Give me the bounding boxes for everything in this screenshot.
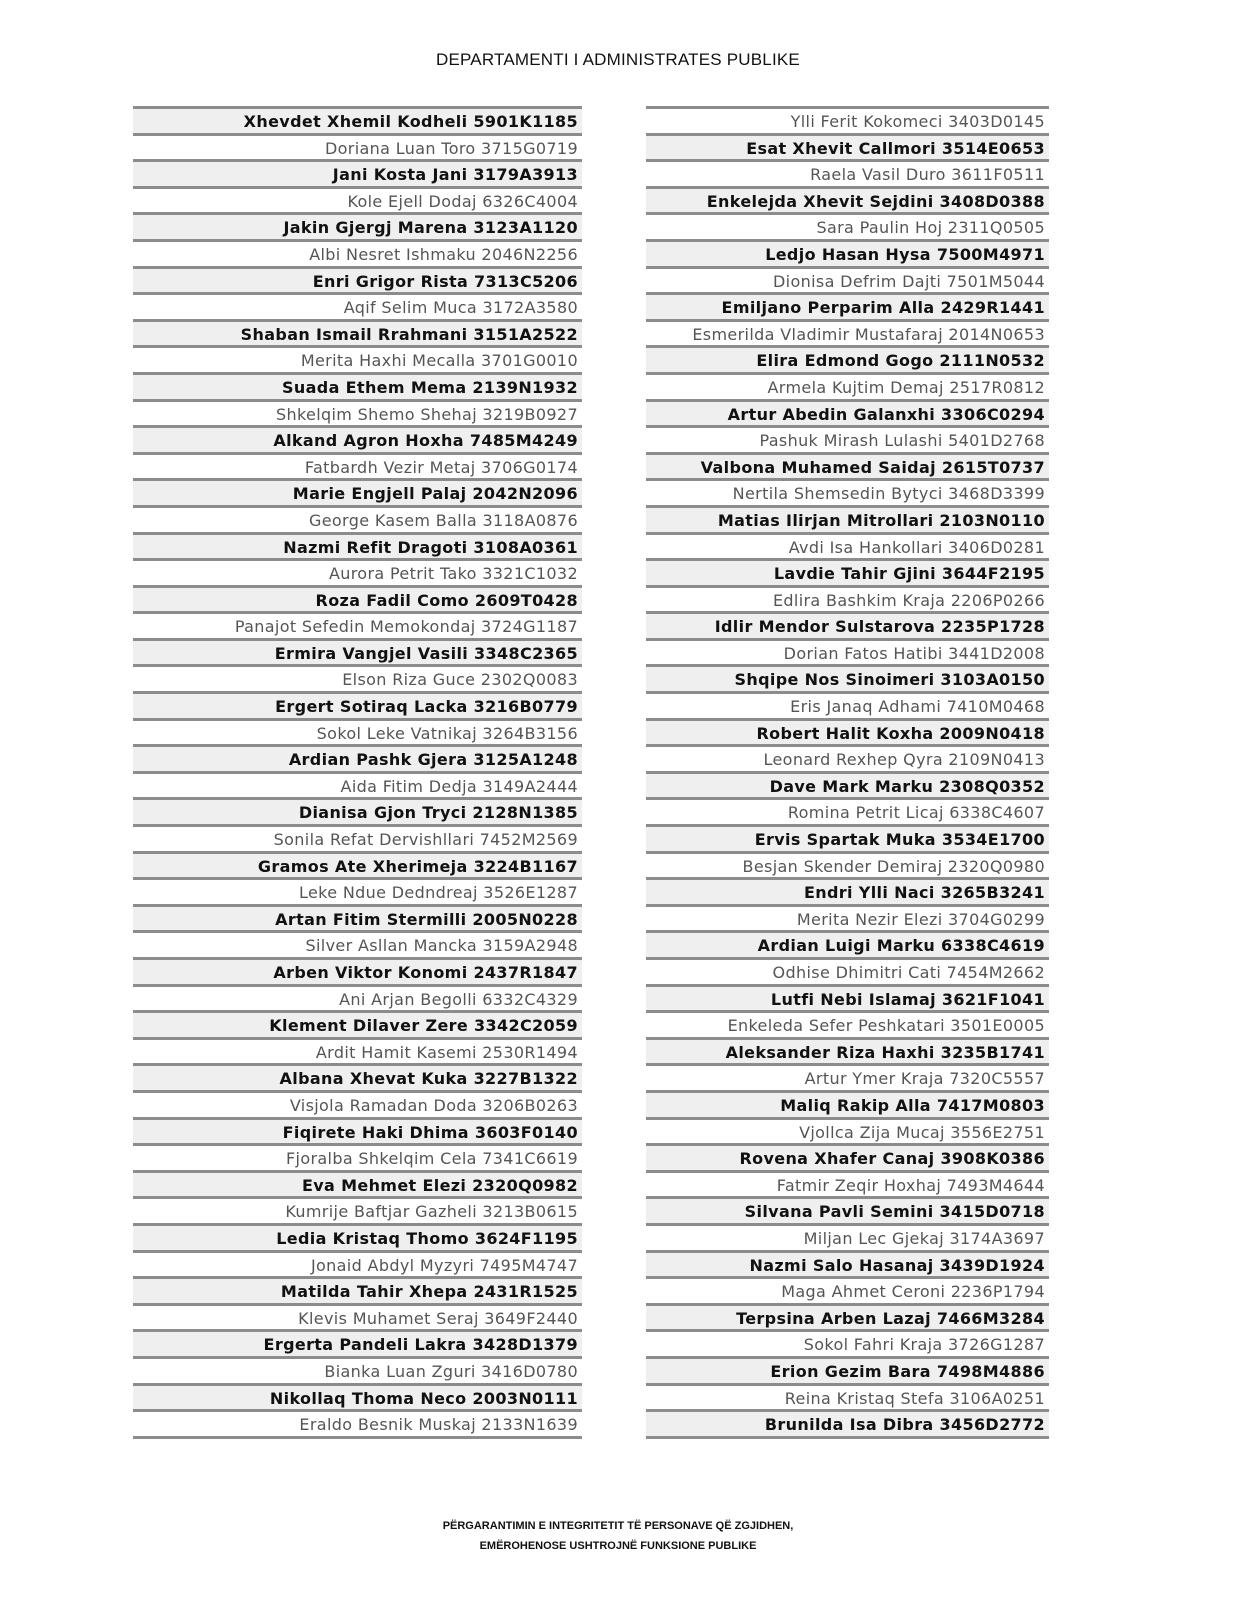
list-item: Enri Grigor Rista 7313C5206 — [133, 269, 582, 296]
list-item: Elira Edmond Gogo 2111N0532 — [646, 348, 1049, 375]
list-item: Ylli Ferit Kokomeci 3403D0145 — [646, 109, 1049, 136]
list-item: Artur Abedin Galanxhi 3306C0294 — [646, 402, 1049, 429]
list-item: Rovena Xhafer Canaj 3908K0386 — [646, 1146, 1049, 1173]
list-item: Ardian Luigi Marku 6338C4619 — [646, 933, 1049, 960]
list-item: Gramos Ate Xherimeja 3224B1167 — [133, 854, 582, 881]
page-title: DEPARTAMENTI I ADMINISTRATES PUBLIKE — [436, 50, 800, 69]
list-item: Kole Ejell Dodaj 6326C4004 — [133, 189, 582, 216]
list-item: Albana Xhevat Kuka 3227B1322 — [133, 1066, 582, 1093]
list-item: Ergert Sotiraq Lacka 3216B0779 — [133, 694, 582, 721]
list-item: Romina Petrit Licaj 6338C4607 — [646, 800, 1049, 827]
list-item: Ani Arjan Begolli 6332C4329 — [133, 987, 582, 1014]
list-item: Idlir Mendor Sulstarova 2235P1728 — [646, 614, 1049, 641]
list-item: Klement Dilaver Zere 3342C2059 — [133, 1013, 582, 1040]
list-item: Silver Asllan Mancka 3159A2948 — [133, 933, 582, 960]
list-item: Kumrije Baftjar Gazheli 3213B0615 — [133, 1199, 582, 1226]
list-item: Enkeleda Sefer Peshkatari 3501E0005 — [646, 1013, 1049, 1040]
list-item: Leonard Rexhep Qyra 2109N0413 — [646, 747, 1049, 774]
list-item: Visjola Ramadan Doda 3206B0263 — [133, 1093, 582, 1120]
list-item: Artan Fitim Stermilli 2005N0228 — [133, 907, 582, 934]
list-item: Merita Haxhi Mecalla 3701G0010 — [133, 348, 582, 375]
list-item: Suada Ethem Mema 2139N1932 — [133, 375, 582, 402]
list-item: Albi Nesret Ishmaku 2046N2256 — [133, 242, 582, 269]
list-item: Merita Nezir Elezi 3704G0299 — [646, 907, 1049, 934]
list-item: Ardian Pashk Gjera 3125A1248 — [133, 747, 582, 774]
right-name-list — [646, 106, 1049, 1439]
list-item: Fatmir Zeqir Hoxhaj 7493M4644 — [646, 1173, 1049, 1200]
list-item: Sonila Refat Dervishllari 7452M2569 — [133, 827, 582, 854]
list-item: Valbona Muhamed Saidaj 2615T0737 — [646, 455, 1049, 482]
list-item: Avdi Isa Hankollari 3406D0281 — [646, 535, 1049, 562]
list-item: Sokol Leke Vatnikaj 3264B3156 — [133, 721, 582, 748]
list-item: Klevis Muhamet Seraj 3649F2440 — [133, 1306, 582, 1333]
list-item: Eris Janaq Adhami 7410M0468 — [646, 694, 1049, 721]
list-item: Dave Mark Marku 2308Q0352 — [646, 774, 1049, 801]
list-item: Leke Ndue Dedndreaj 3526E1287 — [133, 880, 582, 907]
list-item: Lutfi Nebi Islamaj 3621F1041 — [646, 987, 1049, 1014]
list-item: Robert Halit Koxha 2009N0418 — [646, 721, 1049, 748]
list-item: Ardit Hamit Kasemi 2530R1494 — [133, 1040, 582, 1067]
list-item: Brunilda Isa Dibra 3456D2772 — [646, 1412, 1049, 1439]
list-item: Esat Xhevit Callmori 3514E0653 — [646, 136, 1049, 163]
list-item: Aurora Petrit Tako 3321C1032 — [133, 561, 582, 588]
list-item: Endri Ylli Naci 3265B3241 — [646, 880, 1049, 907]
left-name-list — [133, 106, 582, 1439]
list-item: Besjan Skender Demiraj 2320Q0980 — [646, 854, 1049, 881]
list-item: Terpsina Arben Lazaj 7466M3284 — [646, 1306, 1049, 1333]
list-item: Aqif Selim Muca 3172A3580 — [133, 295, 582, 322]
list-item: Arben Viktor Konomi 2437R1847 — [133, 960, 582, 987]
list-item: Ledia Kristaq Thomo 3624F1195 — [133, 1226, 582, 1253]
list-item: Ledjo Hasan Hysa 7500M4971 — [646, 242, 1049, 269]
list-item: Fatbardh Vezir Metaj 3706G0174 — [133, 455, 582, 482]
list-item: Sokol Fahri Kraja 3726G1287 — [646, 1332, 1049, 1359]
list-item: Matilda Tahir Xhepa 2431R1525 — [133, 1279, 582, 1306]
list-item: Aida Fitim Dedja 3149A2444 — [133, 774, 582, 801]
list-item: Panajot Sefedin Memokondaj 3724G1187 — [133, 614, 582, 641]
footer-line-2: EMËROHENOSE USHTROJNË FUNKSIONE PUBLIKE — [479, 1540, 757, 1552]
footer-line-1: PËRGARANTIMIN E INTEGRITETIT TË PERSONAVE QË ZGJIDHEN, — [442, 1520, 794, 1532]
list-item: Marie Engjell Palaj 2042N2096 — [133, 481, 582, 508]
list-item: Artur Ymer Kraja 7320C5557 — [646, 1066, 1049, 1093]
list-item: Ergerta Pandeli Lakra 3428D1379 — [133, 1332, 582, 1359]
list-item: Silvana Pavli Semini 3415D0718 — [646, 1199, 1049, 1226]
list-item: Sara Paulin Hoj 2311Q0505 — [646, 215, 1049, 242]
list-item: Ermira Vangjel Vasili 3348C2365 — [133, 641, 582, 668]
list-item: Enkelejda Xhevit Sejdini 3408D0388 — [646, 189, 1049, 216]
list-item: Pashuk Mirash Lulashi 5401D2768 — [646, 428, 1049, 455]
list-item: Dorian Fatos Hatibi 3441D2008 — [646, 641, 1049, 668]
list-item: Edlira Bashkim Kraja 2206P0266 — [646, 588, 1049, 615]
list-item: Xhevdet Xhemil Kodheli 5901K1185 — [133, 109, 582, 136]
list-item: Maga Ahmet Ceroni 2236P1794 — [646, 1279, 1049, 1306]
list-item: Maliq Rakip Alla 7417M0803 — [646, 1093, 1049, 1120]
list-item: Aleksander Riza Haxhi 3235B1741 — [646, 1040, 1049, 1067]
list-item: Reina Kristaq Stefa 3106A0251 — [646, 1386, 1049, 1413]
list-item: Shqipe Nos Sinoimeri 3103A0150 — [646, 667, 1049, 694]
list-item: Dianisa Gjon Tryci 2128N1385 — [133, 800, 582, 827]
list-item: Miljan Lec Gjekaj 3174A3697 — [646, 1226, 1049, 1253]
list-item: George Kasem Balla 3118A0876 — [133, 508, 582, 535]
list-item: Nikollaq Thoma Neco 2003N0111 — [133, 1386, 582, 1413]
list-item: Vjollca Zija Mucaj 3556E2751 — [646, 1120, 1049, 1147]
list-item: Odhise Dhimitri Cati 7454M2662 — [646, 960, 1049, 987]
list-item: Armela Kujtim Demaj 2517R0812 — [646, 375, 1049, 402]
list-item: Raela Vasil Duro 3611F0511 — [646, 162, 1049, 189]
list-item: Fiqirete Haki Dhima 3603F0140 — [133, 1120, 582, 1147]
list-item: Elson Riza Guce 2302Q0083 — [133, 667, 582, 694]
list-item: Alkand Agron Hoxha 7485M4249 — [133, 428, 582, 455]
list-item: Nazmi Salo Hasanaj 3439D1924 — [646, 1253, 1049, 1280]
list-item: Emiljano Perparim Alla 2429R1441 — [646, 295, 1049, 322]
list-item: Jonaid Abdyl Myzyri 7495M4747 — [133, 1253, 582, 1280]
list-item: Matias Ilirjan Mitrollari 2103N0110 — [646, 508, 1049, 535]
list-item: Lavdie Tahir Gjini 3644F2195 — [646, 561, 1049, 588]
list-item: Bianka Luan Zguri 3416D0780 — [133, 1359, 582, 1386]
list-item: Jani Kosta Jani 3179A3913 — [133, 162, 582, 189]
list-item: Eva Mehmet Elezi 2320Q0982 — [133, 1173, 582, 1200]
list-item: Roza Fadil Como 2609T0428 — [133, 588, 582, 615]
list-item: Nertila Shemsedin Bytyci 3468D3399 — [646, 481, 1049, 508]
list-item: Ervis Spartak Muka 3534E1700 — [646, 827, 1049, 854]
list-item: Esmerilda Vladimir Mustafaraj 2014N0653 — [646, 322, 1049, 349]
list-item: Eraldo Besnik Muskaj 2133N1639 — [133, 1412, 582, 1439]
list-item: Shaban Ismail Rrahmani 3151A2522 — [133, 322, 582, 349]
list-item: Doriana Luan Toro 3715G0719 — [133, 136, 582, 163]
page-footer — [0, 1516, 1236, 1556]
list-item: Jakin Gjergj Marena 3123A1120 — [133, 215, 582, 242]
list-item: Shkelqim Shemo Shehaj 3219B0927 — [133, 402, 582, 429]
list-item: Nazmi Refit Dragoti 3108A0361 — [133, 535, 582, 562]
list-item: Erion Gezim Bara 7498M4886 — [646, 1359, 1049, 1386]
list-item: Dionisa Defrim Dajti 7501M5044 — [646, 269, 1049, 296]
list-item: Fjoralba Shkelqim Cela 7341C6619 — [133, 1146, 582, 1173]
